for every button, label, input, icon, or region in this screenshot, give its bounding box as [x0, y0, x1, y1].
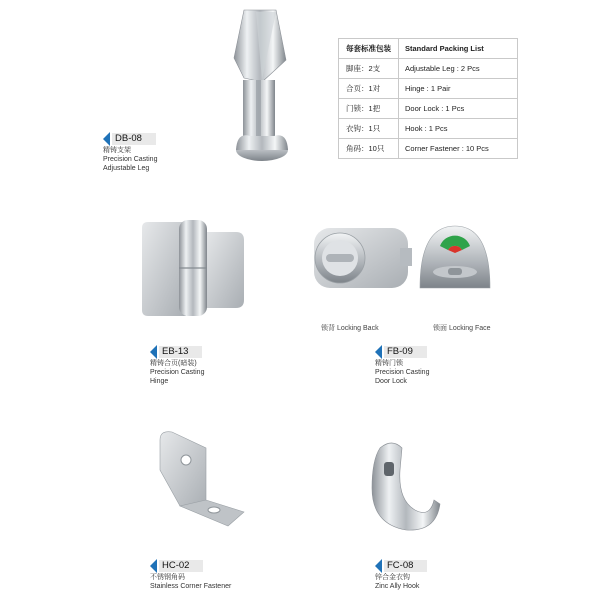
code-tag	[375, 559, 427, 573]
product-code: FC-08	[384, 560, 427, 572]
product-desc-line1: Precision Casting	[375, 369, 430, 376]
lock-face-image	[420, 226, 490, 288]
adjustable-leg-image	[234, 10, 288, 161]
product-name-cn: 精铸门锁	[375, 360, 403, 367]
table-cell-cn: 门锁：1把	[339, 99, 399, 119]
table-row	[339, 139, 518, 159]
table-header-en: Standard Packing List	[399, 39, 518, 59]
caption-locking-face: 锁面 Locking Face	[433, 325, 491, 332]
code-tag	[150, 345, 204, 359]
caption-locking-back: 锁背 Locking Back	[321, 325, 379, 332]
hook-image	[372, 443, 440, 530]
table-cell-cn: 角码：10只	[339, 139, 399, 159]
product-name-cn: 不锈钢角码	[150, 574, 185, 581]
table-row	[339, 79, 518, 99]
product-code: FB-09	[384, 346, 427, 358]
triangle-marker-icon	[375, 559, 382, 573]
code-tag	[103, 132, 157, 146]
product-name-cn: 精铸支架	[103, 147, 131, 154]
table-cell-en: Hinge : 1 Pair	[399, 79, 518, 99]
hinge-image	[142, 220, 244, 316]
corner-fastener-image	[160, 432, 244, 526]
lock-back-image	[314, 228, 412, 288]
triangle-marker-icon	[150, 559, 157, 573]
table-cell-cn: 合页：1对	[339, 79, 399, 99]
product-desc-line2: Adjustable Leg	[103, 165, 150, 172]
table-header-row	[339, 39, 518, 59]
product-desc-line1: Zinc Ally Hook	[375, 583, 420, 590]
product-desc-line1: Precision Casting	[150, 369, 205, 376]
code-tag	[150, 559, 231, 573]
product-desc-line2: Hinge	[150, 378, 169, 385]
product-name-cn: 锌合金衣钩	[375, 574, 410, 581]
product-code: EB-13	[159, 346, 202, 358]
code-tag	[375, 345, 429, 359]
table-cell-en: Hook : 1 Pcs	[399, 119, 518, 139]
product-code: DB-08	[112, 133, 156, 145]
label-fb-09	[375, 345, 429, 386]
product-name-cn: 精铸合页(暗装)	[150, 360, 197, 367]
table-cell-en: Corner Fastener : 10 Pcs	[399, 139, 518, 159]
product-code: HC-02	[159, 560, 203, 572]
table-header-cn: 每套标准包装	[339, 39, 399, 59]
label-hc-02	[150, 559, 231, 591]
table-cell-cn: 衣钩：1只	[339, 119, 399, 139]
product-desc-line1: Precision Casting	[103, 156, 158, 163]
product-desc-line2: Door Lock	[375, 378, 407, 385]
table-row	[339, 99, 518, 119]
label-eb-13	[150, 345, 204, 386]
table-row	[339, 119, 518, 139]
table-cell-en: Adjustable Leg : 2 Pcs	[399, 59, 518, 79]
table-row	[339, 59, 518, 79]
table-cell-en: Door Lock : 1 Pcs	[399, 99, 518, 119]
product-desc-line1: Stainless Corner Fastener	[150, 583, 232, 590]
triangle-marker-icon	[375, 345, 382, 359]
label-fc-08	[375, 559, 427, 591]
triangle-marker-icon	[150, 345, 157, 359]
label-db-08	[103, 132, 157, 173]
table-cell-cn: 脚座：2支	[339, 59, 399, 79]
triangle-marker-icon	[103, 132, 110, 146]
packing-list-table	[338, 38, 518, 159]
